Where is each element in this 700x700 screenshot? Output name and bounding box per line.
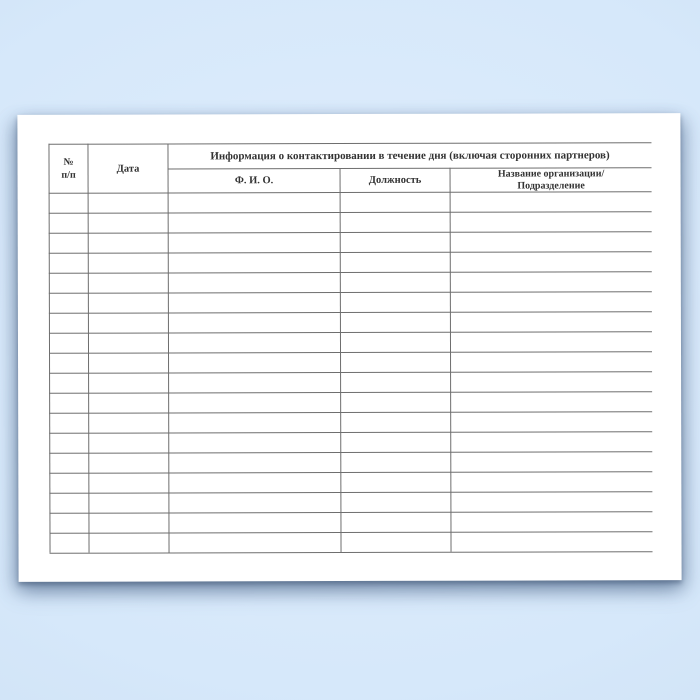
grid-horizontal-line	[49, 251, 652, 254]
column-header-organization: Название организации/ Подразделение	[497, 167, 605, 192]
grid-horizontal-line	[50, 551, 653, 554]
grid-vertical-line	[48, 144, 50, 553]
grid-horizontal-line	[49, 371, 652, 374]
grid-vertical-line	[340, 168, 342, 552]
grid-horizontal-line	[49, 351, 652, 354]
grid-horizontal-line	[49, 231, 652, 234]
grid-vertical-line	[167, 143, 169, 552]
column-header-position: Должность	[368, 174, 422, 186]
grid-horizontal-line	[49, 331, 652, 334]
grid-horizontal-line	[49, 511, 652, 514]
merged-header-contact-info: Информация о контактировании в течение дня (включая сторонних партнеров)	[210, 149, 610, 163]
grid-horizontal-line	[49, 431, 652, 434]
column-header-date: Дата	[116, 163, 140, 175]
grid-horizontal-line	[49, 451, 652, 454]
grid-vertical-line	[87, 144, 89, 553]
grid-horizontal-line	[49, 211, 652, 214]
grid-vertical-line	[450, 168, 452, 552]
table-grid-lines	[48, 142, 652, 553]
document-sheet	[17, 113, 681, 582]
grid-horizontal-line	[49, 531, 652, 534]
grid-horizontal-line	[49, 311, 652, 314]
grid-horizontal-line	[49, 491, 652, 494]
grid-horizontal-line	[49, 391, 652, 394]
daily-contacts-table	[48, 142, 652, 553]
grid-horizontal-line	[49, 271, 652, 274]
column-header-full-name: Ф. И. О.	[234, 175, 274, 187]
grid-horizontal-line	[49, 291, 652, 294]
grid-horizontal-line	[49, 411, 652, 414]
grid-horizontal-line	[49, 471, 652, 474]
column-header-row-number: № п/п	[61, 156, 76, 181]
